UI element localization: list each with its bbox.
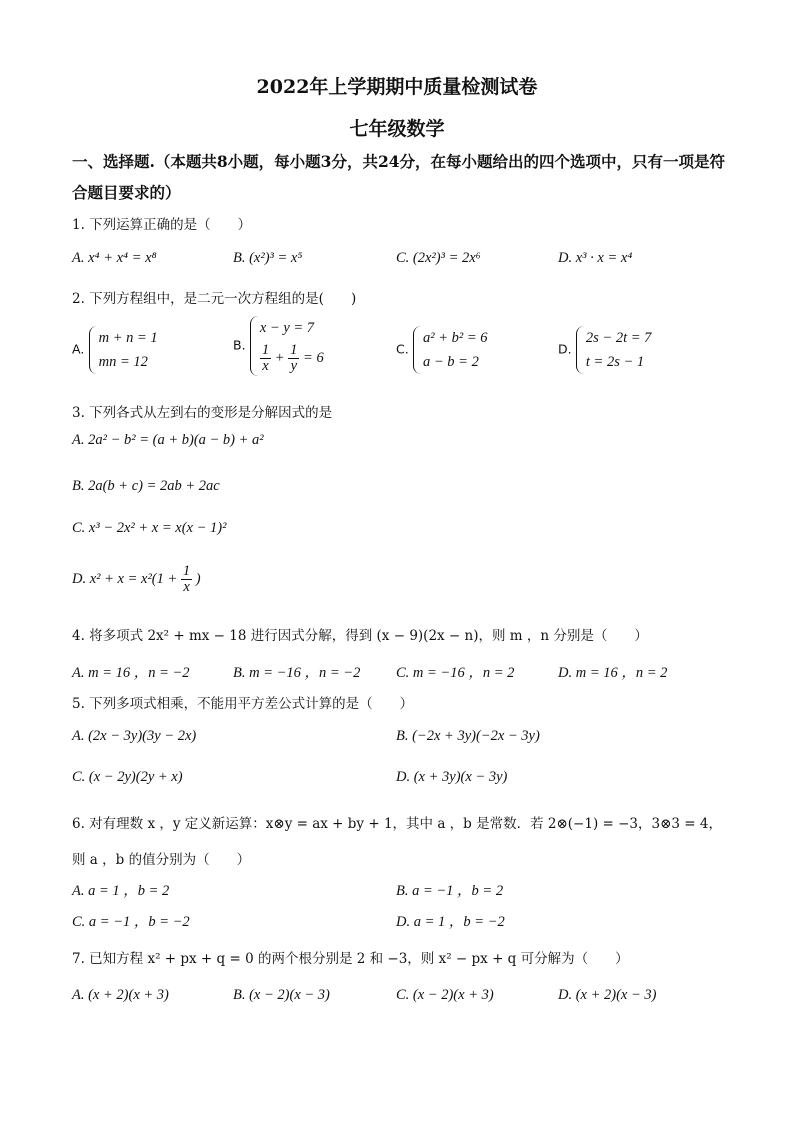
q6-option-b: B. a = −1 ，b = 2 [396,883,504,899]
q6-option-c: C. a = −1 ，b = −2 [72,914,190,930]
fraction-1-over-y [288,343,299,374]
equation-row: x − y = 7 [259,320,315,336]
q4-option-c: C. m = −16 ，n = 2 [396,665,515,681]
section-heading: 一、选择题.（本题共8小题，每小题3分，共24分，在每小题给出的四个选项中，只有一项是符合题目要求的） [72,152,726,202]
question-2-stem: 2. 下列方程组中，是二元一次方程组的是( ) [72,291,357,307]
q2-option-b-system [250,316,324,376]
q7-option-d: D. (x + 2)(x − 3) [558,987,657,1003]
q3-option-d-prefix: D. x² + x = x²(1 + [72,570,178,587]
exam-subtitle: 七年级数学 [349,118,445,140]
equation-row: t = 2s − 1 [585,354,645,370]
q3-option-a: A. 2a² − b² = (a + b)(a − b) + a² [72,432,264,448]
q3-option-c: C. x³ − 2x² + x = x(x − 1)² [72,520,227,536]
q2-option-c [396,326,488,374]
q4-option-a: A. m = 16 ，n = −2 [72,665,190,681]
plus-sign: + [274,350,285,366]
q3-option-d-suffix: ) [195,570,201,587]
equation-row: m + n = 1 [98,330,158,346]
numerator: 1 [290,342,298,359]
q1-option-c: C. (2x²)³ = 2x⁶ [396,250,481,266]
equation-tail: = 6 [303,350,324,366]
q2-option-a [72,326,158,374]
numerator: 1 [182,563,191,579]
q1-option-b: B. (x²)³ = x⁵ [233,250,303,266]
q2-option-b [233,316,324,376]
equation-row: a − b = 2 [423,354,479,370]
brace [576,326,585,374]
q2-option-a-label: A. [72,341,85,357]
equation-row: 2s − 2t = 7 [585,330,652,346]
q7-option-b: B. (x − 2)(x − 3) [233,987,330,1003]
equation-row: a² + b² = 6 [423,330,488,346]
q6-option-a: A. a = 1 ，b = 2 [72,883,170,899]
q2-option-b-label: B. [233,337,246,353]
q2-option-d-system [576,326,652,374]
q5-option-d: D. (x + 3y)(x − 3y) [396,769,508,785]
q6-option-d: D. a = 1 ，b = −2 [396,914,505,930]
q3-option-d [72,564,201,595]
q5-option-b: B. (−2x + 3y)(−2x − 3y) [396,728,540,744]
q5-option-c: C. (x − 2y)(2y + x) [72,769,183,785]
q2-option-c-label: C. [396,341,409,357]
denominator: x [183,579,190,595]
exam-title: 2022年上学期期中质量检测试卷 [256,76,538,98]
denominator: y [290,358,297,375]
q2-option-c-system [413,326,488,374]
question-3-stem: 3. 下列各式从左到右的变形是分解因式的是 [72,405,333,421]
numerator: 1 [261,342,270,359]
question-7-stem: 7. 已知方程 x² + px + q = 0 的两个根分别是 2 和 −3，则 x² − px + q 可分解为（ ） [72,951,629,967]
q7-option-c: C. (x − 2)(x + 3) [396,987,494,1003]
q1-option-d: D. x³ · x = x⁴ [558,250,633,266]
equation-row: mn = 12 [98,354,148,370]
q4-option-b: B. m = −16 ，n = −2 [233,665,361,681]
question-1-stem: 1. 下列运算正确的是（ ） [72,217,252,233]
fraction-1-over-x [181,564,192,595]
question-5-stem: 5. 下列多项式相乘，不能用平方差公式计算的是（ ） [72,696,414,712]
denominator: x [262,358,269,375]
q2-option-a-system [89,326,158,374]
fraction-1-over-x [260,343,271,374]
question-4-stem: 4. 将多项式 2x² + mx − 18 进行因式分解，得到 (x − 9)(2x − n)，则 m ，n 分别是（ ） [72,628,648,644]
equation-row [260,340,324,376]
q1-option-a: A. x⁴ + x⁴ = x⁸ [72,250,157,266]
q2-option-d [558,326,651,374]
q3-option-b: B. 2a(b + c) = 2ab + 2ac [72,478,220,494]
question-6-stem-line1: 6. 对有理数 x ，y 定义新运算：x⊗y = ax + by + 1，其中 a ，b 是常数．若 2⊗(−1) = −3，3⊗3 = 4， [72,816,722,832]
brace [413,326,422,374]
q7-option-a: A. (x + 2)(x + 3) [72,987,169,1003]
brace [250,316,259,376]
q4-option-d: D. m = 16 ，n = 2 [558,665,668,681]
question-6-stem-line2: 则 a ，b 的值分别为（ ） [72,852,251,868]
brace [89,326,98,374]
q2-option-d-label: D. [558,341,572,357]
q5-option-a: A. (2x − 3y)(3y − 2x) [72,728,197,744]
